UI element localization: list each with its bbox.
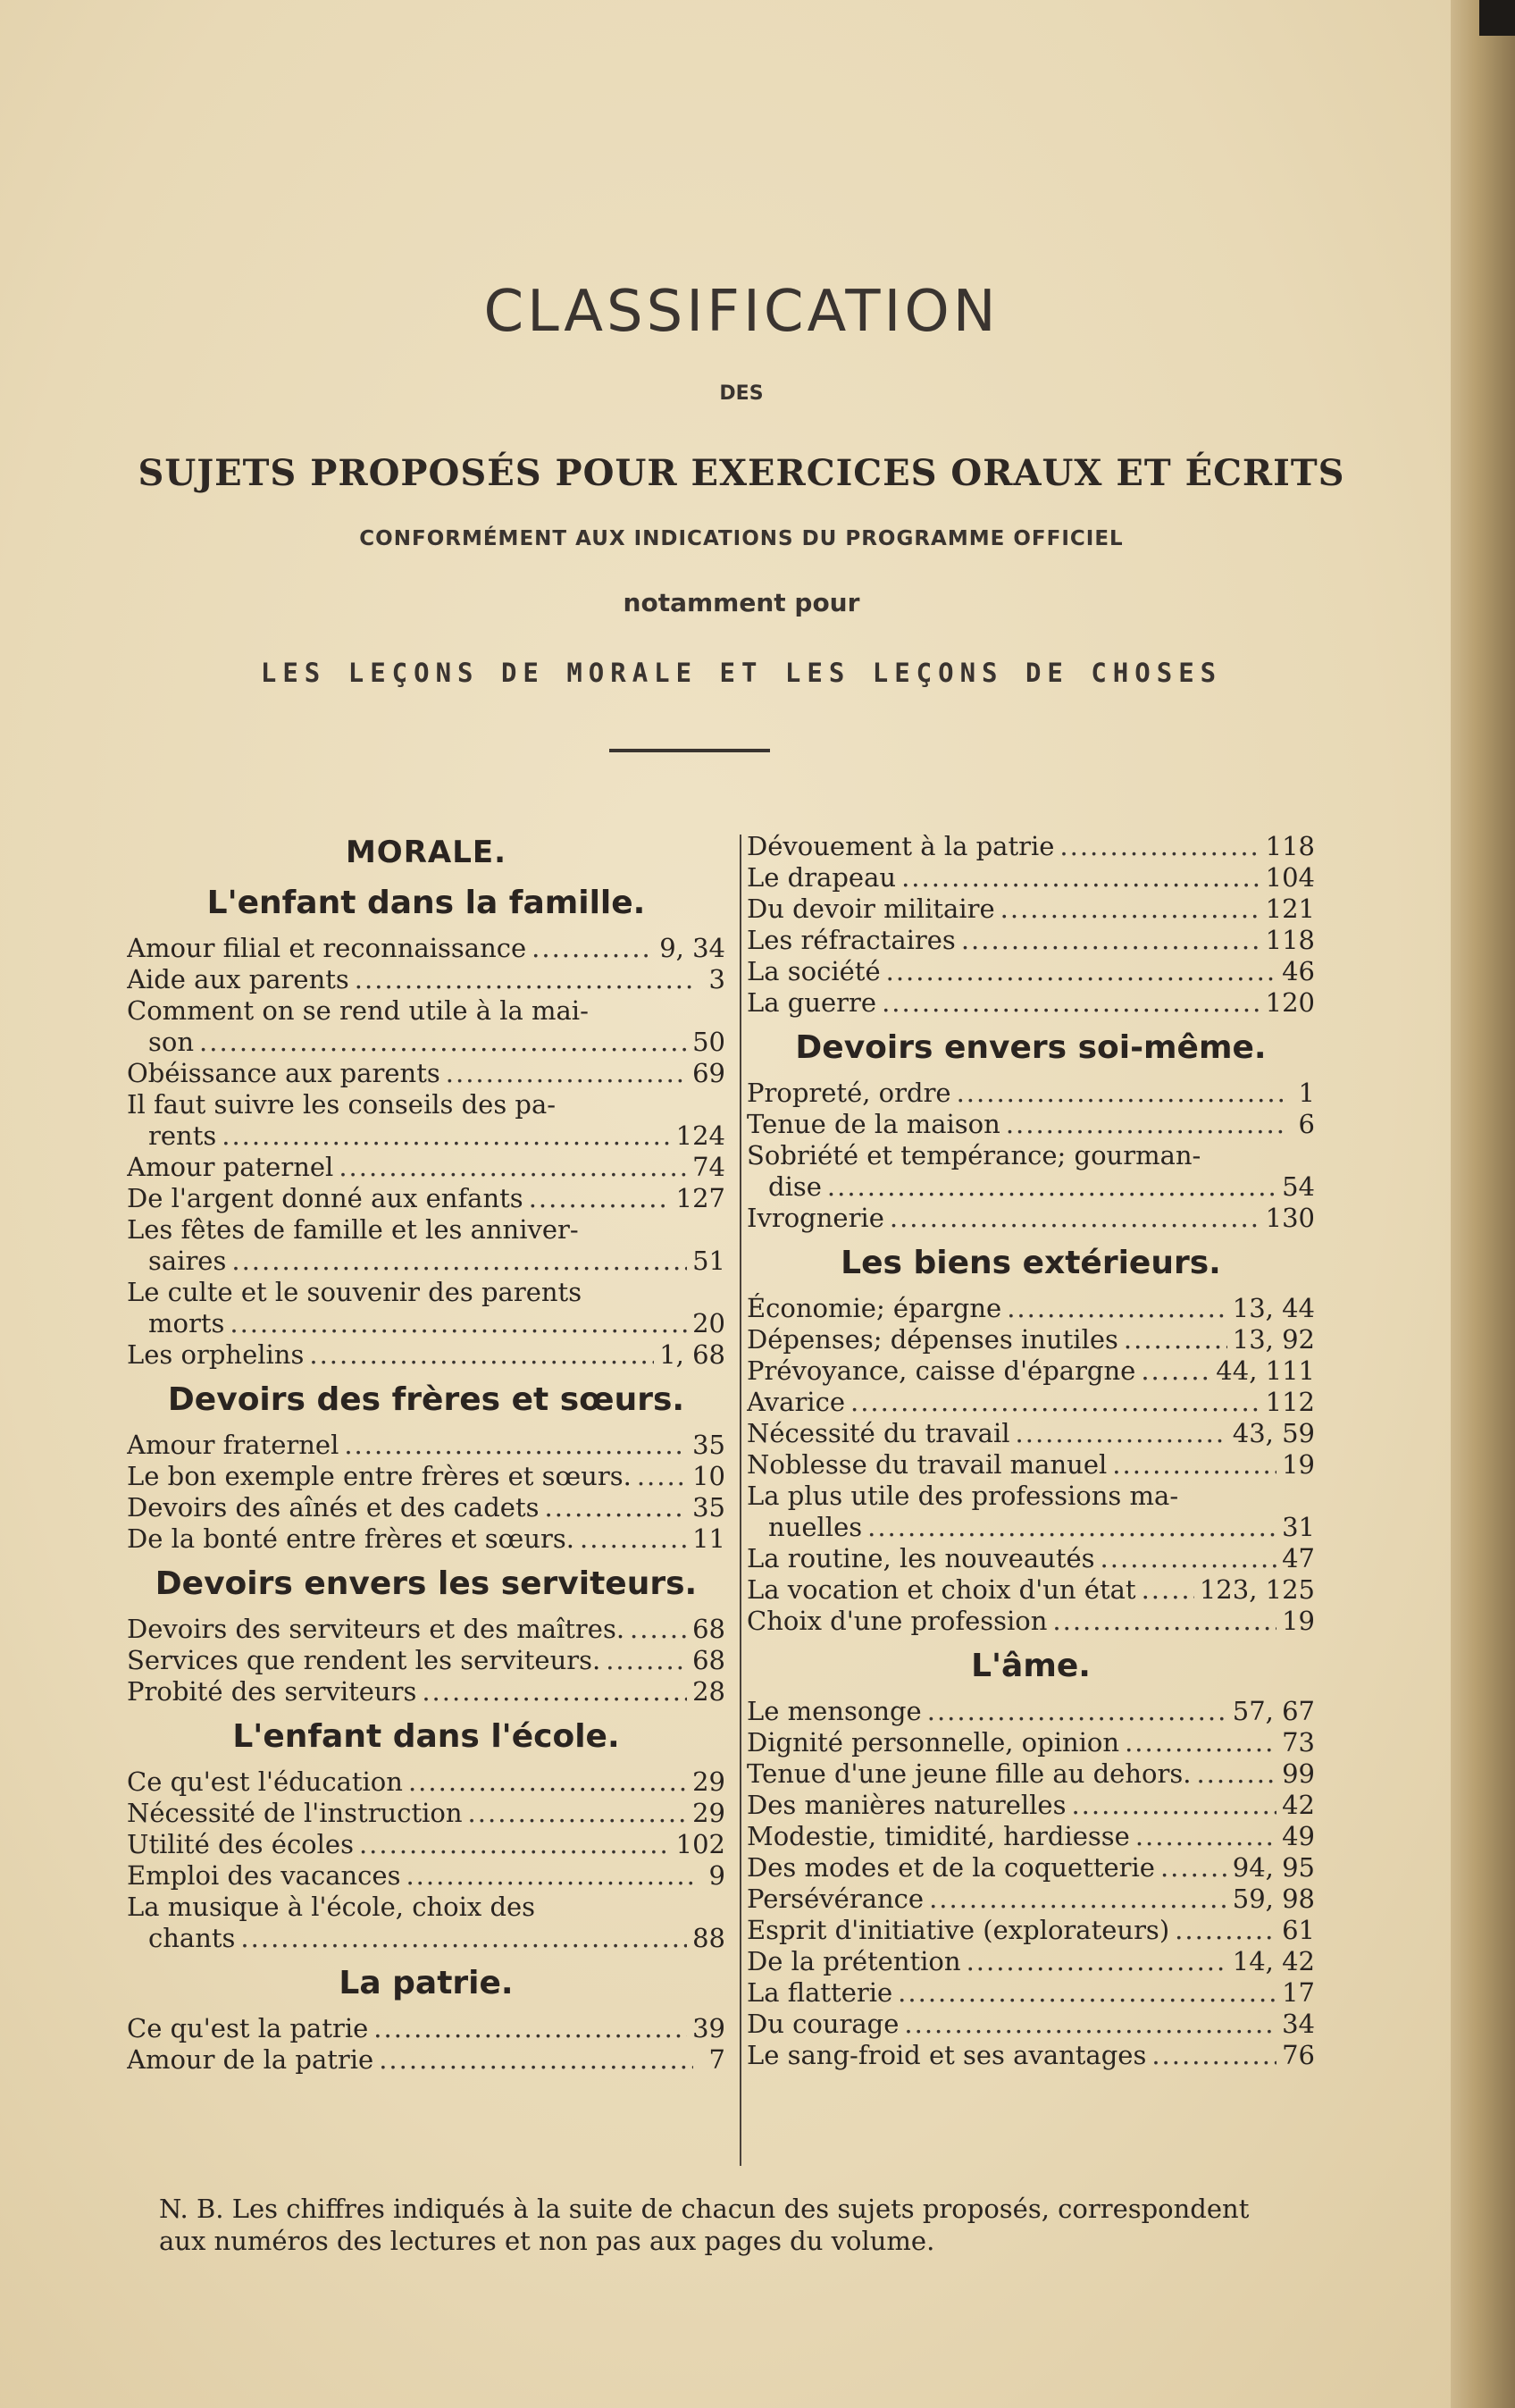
dot-leader (373, 2013, 687, 2044)
entry-number: 47 (1282, 1543, 1315, 1573)
dot-leader (355, 964, 693, 995)
page-title: CLASSIFICATION (483, 279, 1000, 345)
entry-number: 121 (1265, 894, 1315, 924)
title-subtitle: SUJETS PROPOSÉS POUR EXERCICES ORAUX ET ÉCRITS (138, 452, 1345, 494)
entry-label: Amour paternel (127, 1152, 334, 1182)
dot-leader (231, 1246, 687, 1277)
entry-label: Ce qu'est l'éducation (127, 1766, 403, 1797)
dot-leader (901, 862, 1260, 894)
toc-entry (127, 1183, 725, 1214)
toc-entry (747, 1293, 1315, 1324)
entry-label: Les réfractaires (747, 925, 956, 955)
entry-number: 6 (1298, 1109, 1315, 1139)
dot-leader (1175, 1915, 1276, 1946)
entry-number: 69 (692, 1058, 725, 1088)
section-heading: Devoirs envers les serviteurs. (155, 1565, 698, 1602)
entry-label: Les orphelins (127, 1339, 305, 1370)
entry-number: 54 (1282, 1171, 1315, 1202)
dot-leader (637, 1461, 687, 1492)
toc-entry (127, 1923, 725, 1954)
dot-leader (309, 1339, 654, 1371)
entry-label: Avarice (747, 1387, 845, 1417)
entry-number: 13, 44 (1232, 1293, 1315, 1323)
entry-continuation: rents (148, 1120, 217, 1151)
dot-leader (1125, 1727, 1276, 1758)
entry-continuation: dise (768, 1171, 822, 1202)
entry-label: Persévérance (747, 1884, 925, 1914)
toc-entry (747, 2040, 1315, 2071)
dot-leader (927, 1696, 1227, 1727)
toc-entry (747, 862, 1315, 894)
entry-label: Modestie, timidité, hardiesse (747, 1821, 1130, 1851)
dot-leader (406, 1860, 693, 1892)
dot-leader (1124, 1324, 1227, 1355)
dot-leader (606, 1645, 687, 1676)
entry-number: 99 (1282, 1758, 1315, 1789)
section-heading: L'enfant dans l'école. (232, 1718, 620, 1755)
dot-leader (961, 925, 1260, 956)
entry-number: 61 (1282, 1915, 1315, 1945)
entry-label: Prévoyance, caisse d'épargne (747, 1355, 1136, 1386)
entry-number: 35 (692, 1430, 725, 1460)
toc-entry (747, 1727, 1315, 1758)
dot-leader (1151, 2040, 1276, 2071)
entry-number: 76 (1282, 2040, 1315, 2070)
toc-entry (127, 1461, 725, 1492)
dot-leader (344, 1430, 687, 1461)
entry-label: Utilité des écoles (127, 1829, 354, 1859)
entry-label: Ivrognerie (747, 1203, 884, 1233)
entry-label: Ce qu'est la patrie (127, 2013, 369, 2043)
dot-leader (967, 1946, 1227, 1977)
toc-entry (747, 1790, 1315, 1821)
toc-entry (127, 1492, 725, 1523)
entry-label: Tenue de la maison (747, 1109, 1000, 1139)
entry-number: 29 (692, 1798, 725, 1828)
dot-leader (1196, 1758, 1276, 1790)
entry-number: 29 (692, 1766, 725, 1797)
entry-label: La vocation et choix d'un état (747, 1574, 1136, 1605)
dot-leader (929, 1884, 1227, 1915)
entry-label: La routine, les nouveautés (747, 1543, 1095, 1573)
entry-label: Amour filial et reconnaissance (127, 933, 527, 963)
entry-number: 19 (1282, 1606, 1315, 1636)
title-lecons: LES LEÇONS DE MORALE ET LES LEÇONS DE CHOSES (260, 658, 1223, 688)
entry-number: 44, 111 (1216, 1355, 1315, 1386)
entry-number: 43, 59 (1232, 1418, 1315, 1448)
entry-number: 34 (1282, 2009, 1315, 2039)
toc-entry (747, 1109, 1315, 1140)
toc-entry (747, 1543, 1315, 1574)
toc-entry (747, 1758, 1315, 1790)
toc-entry (127, 2013, 725, 2044)
toc-entry (127, 1766, 725, 1798)
entry-number: 127 (675, 1183, 725, 1213)
entry-label: Du devoir militaire (747, 894, 995, 924)
toc-entry (127, 1523, 725, 1555)
section-heading: Les biens extérieurs. (841, 1245, 1221, 1281)
toc-entry (127, 1027, 725, 1058)
entry-number: 51 (692, 1246, 725, 1276)
toc-entry (747, 894, 1315, 925)
dot-leader (898, 1977, 1276, 2009)
entry-number: 1, 68 (659, 1339, 725, 1370)
entry-number: 59, 98 (1232, 1884, 1315, 1914)
main-heading: MORALE. (345, 835, 507, 870)
toc-entry (747, 1606, 1315, 1637)
dot-leader (468, 1798, 688, 1829)
section-heading: Devoirs des frères et sœurs. (167, 1381, 685, 1418)
entry-label: Le drapeau (747, 862, 897, 893)
entry-label: Probité des serviteurs (127, 1676, 417, 1707)
title-des: DES (719, 382, 764, 405)
toc-entry (747, 1915, 1315, 1946)
dot-leader (1142, 1574, 1194, 1606)
entry-number: 68 (692, 1614, 725, 1644)
entry-label: Dignité personnelle, opinion (747, 1727, 1120, 1758)
entry-label: De la bonté entre frères et sœurs. (127, 1523, 575, 1554)
entry-number: 14, 42 (1232, 1946, 1315, 1976)
entry-number: 130 (1265, 1203, 1315, 1233)
dot-leader (222, 1120, 670, 1152)
dot-leader (199, 1027, 687, 1058)
entry-number: 9 (708, 1860, 725, 1891)
dot-leader (1059, 831, 1260, 862)
dot-leader (446, 1058, 687, 1089)
entry-label: Dépenses; dépenses inutiles (747, 1324, 1118, 1355)
entry-label: Des manières naturelles (747, 1790, 1067, 1820)
entry-number: 104 (1265, 862, 1315, 893)
entry-label: Emploi des vacances (127, 1860, 401, 1891)
toc-entry (127, 1246, 725, 1277)
dot-leader (240, 1923, 687, 1954)
entry-label: Choix d'une profession (747, 1606, 1048, 1636)
dot-leader (580, 1523, 687, 1555)
dot-leader (532, 933, 654, 964)
toc-entry (747, 1696, 1315, 1727)
entry-number: 68 (692, 1645, 725, 1675)
entry-continuation: son (148, 1027, 195, 1057)
entry-number: 102 (675, 1829, 725, 1859)
entry-number: 74 (692, 1152, 725, 1182)
entry-number: 50 (692, 1027, 725, 1057)
entry-number: 42 (1282, 1790, 1315, 1820)
dot-leader (339, 1152, 687, 1183)
book-spine (1451, 0, 1515, 2408)
entry-number: 49 (1282, 1821, 1315, 1851)
entry-number: 94, 95 (1232, 1852, 1315, 1883)
entry-number: 31 (1282, 1512, 1315, 1542)
section-heading: Devoirs envers soi-même. (795, 1029, 1267, 1066)
footnote: N. B. Les chiffres indiqués à la suite de chacun des sujets proposés, correspondent aux numéros des lectures et non pas aux pages du volume. (159, 2194, 1250, 2256)
toc-entry (127, 2044, 725, 2076)
entry-number: 73 (1282, 1727, 1315, 1758)
toc-entry (747, 1946, 1315, 1977)
entry-number: 9, 34 (659, 933, 725, 963)
spine-corner (1479, 0, 1515, 36)
entry-number: 39 (692, 2013, 725, 2043)
toc-entry (747, 1355, 1315, 1387)
dot-leader (850, 1387, 1260, 1418)
dot-leader (1016, 1418, 1227, 1449)
toc-entry (127, 1676, 725, 1707)
dot-leader (359, 1829, 671, 1860)
entry-number: 20 (692, 1308, 725, 1338)
toc-entry (747, 956, 1315, 987)
dot-leader (630, 1614, 687, 1645)
entry-label: Économie; épargne (747, 1293, 1002, 1323)
toc-entry (747, 1852, 1315, 1884)
entry-label: Le sang-froid et ses avantages (747, 2040, 1147, 2070)
toc-entry (747, 1418, 1315, 1449)
entry-number: 1 (1298, 1078, 1315, 1108)
title-rule (609, 749, 770, 752)
dot-leader (1101, 1543, 1277, 1574)
entry-label: La société (747, 956, 881, 986)
entry-label: Il faut suivre les conseils des pa- (127, 1089, 557, 1120)
entry-number: 3 (708, 964, 725, 994)
dot-leader (422, 1676, 687, 1707)
entry-label: Services que rendent les serviteurs. (127, 1645, 601, 1675)
entry-label: Comment on se rend utile à la mai- (127, 995, 589, 1026)
dot-leader (1052, 1606, 1276, 1637)
section-heading: L'âme. (971, 1648, 1091, 1684)
entry-label: Dévouement à la patrie (747, 831, 1055, 861)
toc-entry (747, 831, 1315, 862)
toc-entry (127, 1798, 725, 1829)
entry-label: Aide aux parents (127, 964, 349, 994)
toc-entry (127, 1645, 725, 1676)
entry-label: Amour de la patrie (127, 2044, 374, 2075)
dot-leader (1160, 1852, 1227, 1884)
dot-leader (882, 987, 1260, 1019)
toc-entry (747, 1977, 1315, 2009)
entry-label: Noblesse du travail manuel (747, 1449, 1108, 1480)
entry-label: Du courage (747, 2009, 900, 2039)
dot-leader (1006, 1109, 1283, 1140)
dot-leader (890, 1203, 1260, 1234)
entry-number: 19 (1282, 1449, 1315, 1480)
entry-number: 13, 92 (1232, 1324, 1315, 1355)
toc-entry (127, 1860, 725, 1892)
entry-label: La flatterie (747, 1977, 893, 2008)
dot-leader (230, 1308, 687, 1339)
toc-entry (747, 1884, 1315, 1915)
entry-label: La guerre (747, 987, 877, 1018)
entry-label: La musique à l'école, choix des (127, 1892, 536, 1922)
entry-continuation: nuelles (768, 1512, 863, 1542)
dot-leader (1007, 1293, 1227, 1324)
entry-number: 11 (692, 1523, 725, 1554)
entry-number: 88 (692, 1923, 725, 1953)
dot-leader (904, 2009, 1276, 2040)
entry-label: Le bon exemple entre frères et sœurs. (127, 1461, 632, 1491)
toc-entry (747, 925, 1315, 956)
dot-leader (1071, 1790, 1276, 1821)
toc-entry (747, 1512, 1315, 1543)
entry-number: 118 (1265, 925, 1315, 955)
left-column (127, 831, 725, 2076)
toc-entry (747, 1449, 1315, 1481)
entry-label: Sobriété et tempérance; gourman- (747, 1140, 1201, 1170)
toc-entry (747, 1387, 1315, 1418)
entry-number: 57, 67 (1232, 1696, 1315, 1726)
entry-number: 17 (1282, 1977, 1315, 2008)
toc-entry (747, 987, 1315, 1019)
entry-label: De la prétention (747, 1946, 961, 1976)
entry-label: Nécessité de l'instruction (127, 1798, 463, 1828)
entry-number: 7 (708, 2044, 725, 2075)
toc-entry (127, 1120, 725, 1152)
toc-entry (747, 1324, 1315, 1355)
dot-leader (1000, 894, 1260, 925)
dot-leader (1135, 1821, 1276, 1852)
toc-entry (747, 1821, 1315, 1852)
toc-entry (747, 1078, 1315, 1109)
entry-label: Devoirs des serviteurs et des maîtres. (127, 1614, 625, 1644)
title-notamment: notamment pour (623, 588, 860, 617)
entry-label: Tenue d'une jeune fille au dehors. (747, 1758, 1192, 1789)
entry-number: 28 (692, 1676, 725, 1707)
entry-label: Les fêtes de famille et les anniver- (127, 1214, 579, 1245)
toc-entry (127, 1614, 725, 1645)
entry-number: 35 (692, 1492, 725, 1523)
dot-leader (867, 1512, 1276, 1543)
entry-number: 120 (1265, 987, 1315, 1018)
entry-label: Obéissance aux parents (127, 1058, 440, 1088)
entry-label: Amour fraternel (127, 1430, 339, 1460)
toc-entry (747, 2009, 1315, 2040)
dot-leader (544, 1492, 687, 1523)
entry-label: Des modes et de la coquetterie (747, 1852, 1155, 1883)
dot-leader (379, 2044, 693, 2076)
entry-number: 46 (1282, 956, 1315, 986)
dot-leader (408, 1766, 687, 1798)
toc-entry (127, 1829, 725, 1860)
dot-leader (1141, 1355, 1210, 1387)
entry-number: 123, 125 (1199, 1574, 1315, 1605)
entry-label: Esprit d'initiative (explorateurs) (747, 1915, 1170, 1945)
toc-entry (127, 1152, 725, 1183)
entry-label: Nécessité du travail (747, 1418, 1010, 1448)
toc-entry (747, 1203, 1315, 1234)
toc-entry (127, 1339, 725, 1371)
entry-number: 124 (675, 1120, 725, 1151)
entry-label: De l'argent donné aux enfants (127, 1183, 523, 1213)
section-heading: La patrie. (339, 1965, 514, 2001)
entry-continuation: morts (148, 1308, 225, 1338)
entry-number: 10 (692, 1461, 725, 1491)
entry-label: Le culte et le souvenir des parents (127, 1277, 582, 1307)
entry-number: 112 (1265, 1387, 1315, 1417)
toc-entry (127, 1058, 725, 1089)
entry-continuation: chants (148, 1923, 236, 1953)
section-heading: L'enfant dans la famille. (206, 885, 646, 921)
title-conformement: CONFORMÉMENT AUX INDICATIONS DU PROGRAMME OFFICIEL (359, 527, 1124, 550)
entry-label: Devoirs des aînés et des cadets (127, 1492, 540, 1523)
column-divider (740, 835, 741, 2166)
right-column (747, 831, 1315, 2071)
toc-entry (127, 964, 725, 995)
dot-leader (957, 1078, 1283, 1109)
entry-continuation: saires (148, 1246, 227, 1276)
toc-entry (747, 1574, 1315, 1606)
entry-number: 118 (1265, 831, 1315, 861)
dot-leader (886, 956, 1276, 987)
entry-label: La plus utile des professions ma- (747, 1481, 1179, 1511)
entry-label: Le mensonge (747, 1696, 922, 1726)
toc-entry (127, 933, 725, 964)
toc-entry (747, 1171, 1315, 1203)
dot-leader (1112, 1449, 1276, 1481)
toc-entry (127, 1308, 725, 1339)
toc-entry (127, 1430, 725, 1461)
dot-leader (529, 1183, 671, 1214)
dot-leader (827, 1171, 1276, 1203)
entry-label: Propreté, ordre (747, 1078, 951, 1108)
